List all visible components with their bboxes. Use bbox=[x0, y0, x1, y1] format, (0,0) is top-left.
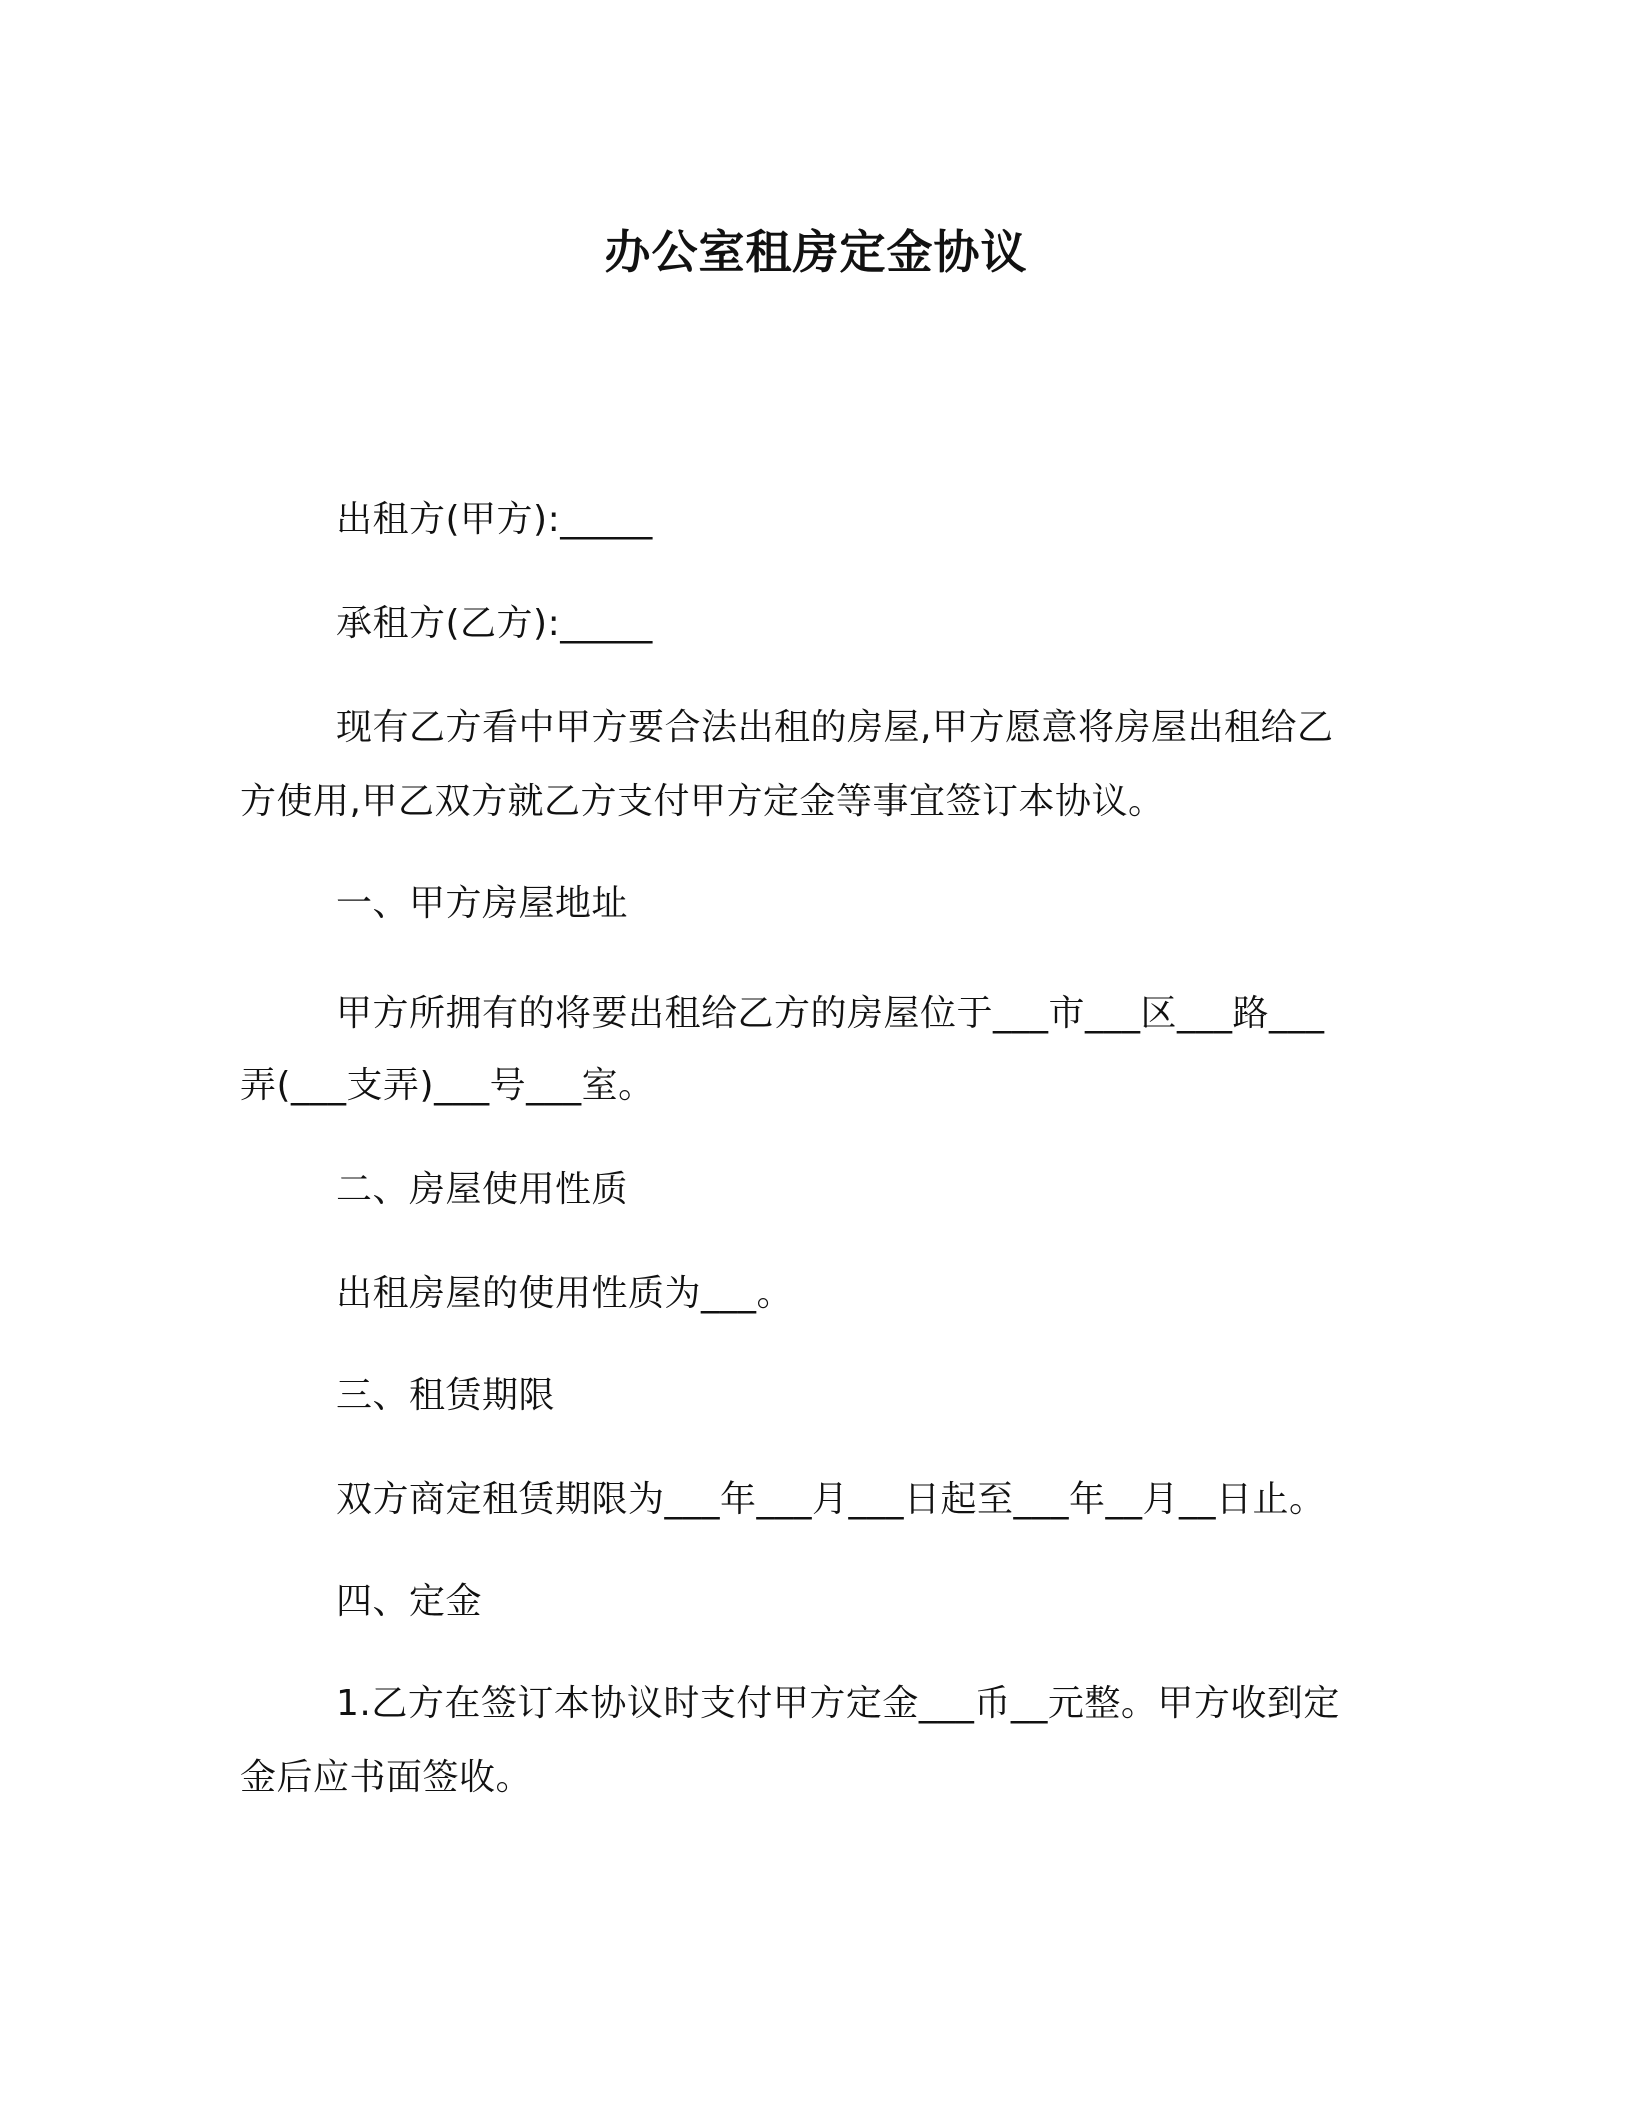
section-3-heading: 三、租赁期限 bbox=[336, 1375, 556, 1416]
deposit-line-2: 金后应书面签收。 bbox=[240, 1757, 533, 1798]
deposit-line-1: 1.乙方在签订本协议时支付甲方定金___币__元整。甲方收到定 bbox=[336, 1683, 1340, 1724]
document-title: 办公室租房定金协议 bbox=[604, 225, 1028, 279]
lessor-line: 出租方(甲方):_____ bbox=[336, 499, 653, 540]
preamble-line-2: 方使用,甲乙双方就乙方支付甲方定金等事宜签订本协议。 bbox=[240, 781, 1165, 822]
term-line: 双方商定租赁期限为___年___月___日起至___年__月__日止。 bbox=[336, 1479, 1326, 1520]
section-1-heading: 一、甲方房屋地址 bbox=[336, 883, 629, 924]
address-line-1: 甲方所拥有的将要出租给乙方的房屋位于___市___区___路___ bbox=[336, 993, 1325, 1034]
address-line-2: 弄(___支弄)___号___室。 bbox=[240, 1065, 655, 1106]
lessee-line: 承租方(乙方):_____ bbox=[336, 603, 653, 644]
preamble-line-1: 现有乙方看中甲方要合法出租的房屋,甲方愿意将房屋出租给乙 bbox=[336, 707, 1334, 748]
section-4-heading: 四、定金 bbox=[336, 1581, 483, 1622]
section-2-heading: 二、房屋使用性质 bbox=[336, 1169, 629, 1210]
usage-line: 出租房屋的使用性质为___。 bbox=[336, 1273, 794, 1314]
